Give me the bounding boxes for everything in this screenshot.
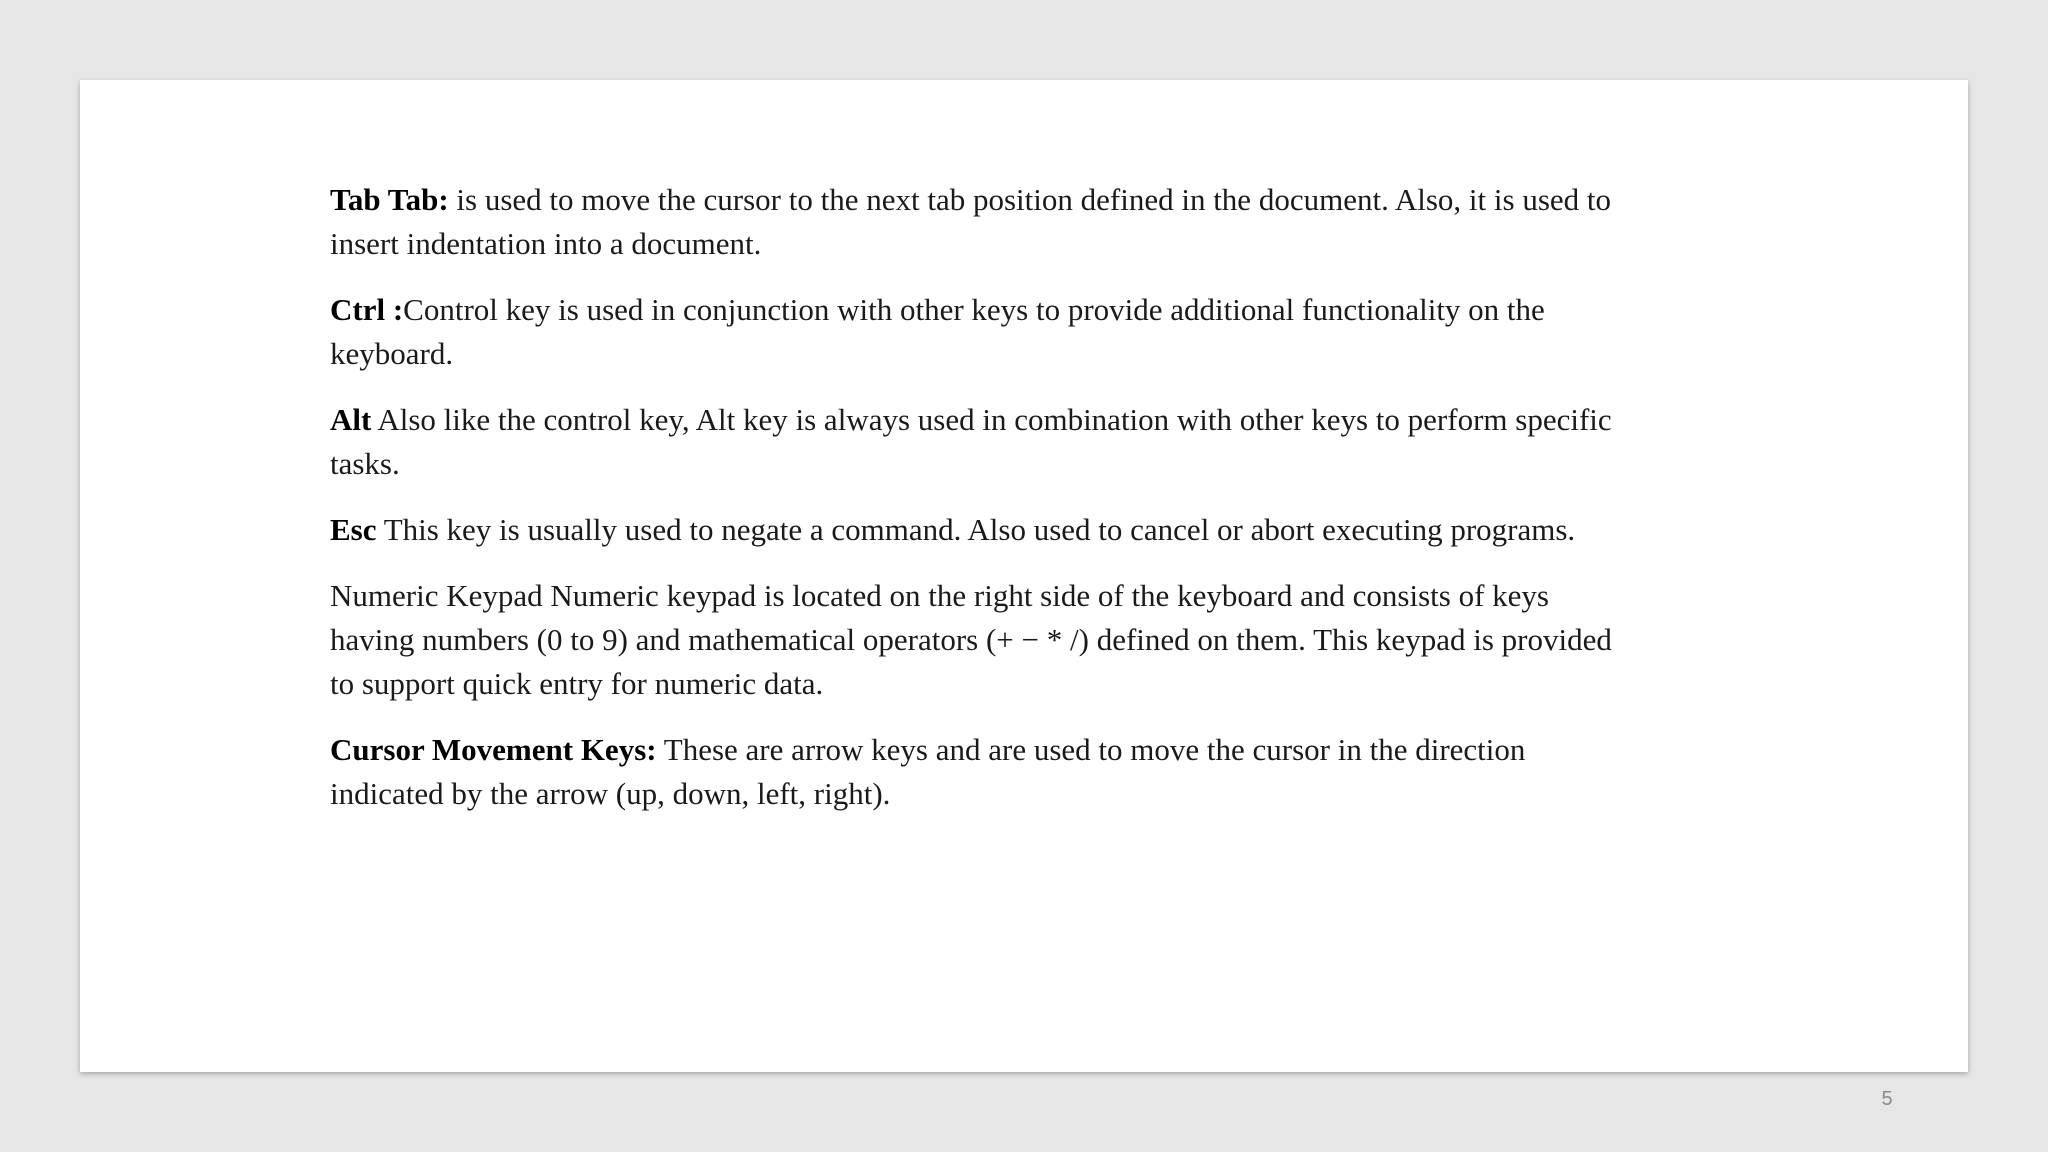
description-tab: is used to move the cursor to the next tab position defined in the document. Also, it is used to insert indentation into a document. — [330, 182, 1612, 261]
slide-content — [330, 178, 1640, 838]
paragraph-alt — [330, 398, 1640, 486]
description-numeric-keypad: Numeric Keypad Numeric keypad is located on the right side of the keyboard and consists of keys having numbers (0 to 9) and mathematical operators (+ − * /) defined on them. This keypad is provided to support quick entry for numeric data. — [330, 578, 1612, 701]
description-esc: This key is usually used to negate a command. Also used to cancel or abort executing programs. — [376, 512, 1576, 547]
term-alt: Alt — [330, 402, 372, 437]
paragraph-tab — [330, 178, 1640, 266]
term-tab: Tab Tab: — [330, 182, 449, 217]
description-cursor-movement-keys: These are arrow keys and are used to move the cursor in the direction indicated by the arrow (up, down, left, right). — [330, 732, 1526, 811]
description-ctrl: Control key is used in conjunction with other keys to provide additional functionality on the keyboard. — [330, 292, 1545, 371]
paragraph-numeric-keypad — [330, 574, 1640, 706]
term-esc: Esc — [330, 512, 377, 547]
slide — [80, 80, 1968, 1072]
term-cursor-movement-keys: Cursor Movement Keys: — [330, 732, 657, 767]
paragraph-cursor-movement-keys — [330, 728, 1640, 816]
paragraph-ctrl — [330, 288, 1640, 376]
page-number: 5 — [1881, 1088, 1893, 1110]
description-alt: Also like the control key, Alt key is always used in combination with other keys to perform specific tasks. — [330, 402, 1612, 481]
term-ctrl: Ctrl : — [330, 292, 404, 327]
paragraph-esc — [330, 508, 1640, 552]
